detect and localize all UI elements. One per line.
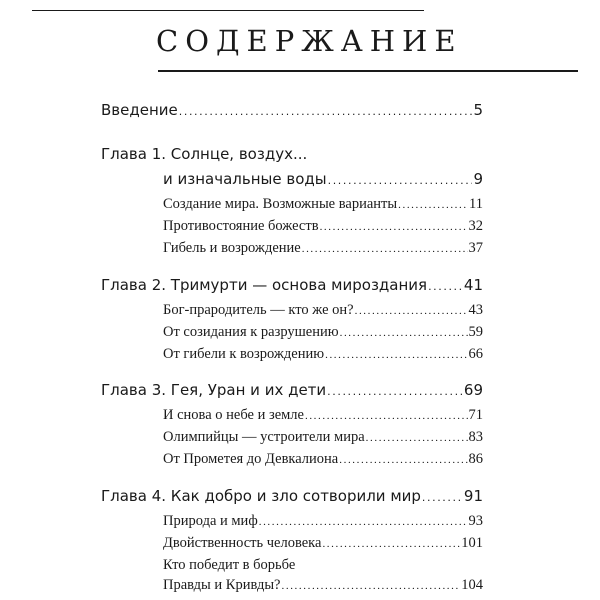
toc-page-number: 86 xyxy=(468,451,483,467)
toc-section-line-1[interactable] xyxy=(163,558,295,573)
dot-leader xyxy=(282,581,461,592)
dot-leader xyxy=(339,455,467,466)
toc-entry-label: Противостояние божеств xyxy=(163,218,319,234)
toc-page-number: 59 xyxy=(468,324,483,340)
toc-chapter-4[interactable] xyxy=(101,489,483,504)
dot-leader xyxy=(366,433,468,444)
toc-entry-label: Природа и миф xyxy=(163,513,258,529)
toc-page-number: 93 xyxy=(468,513,483,529)
toc-entry-intro[interactable] xyxy=(101,103,483,118)
toc-entry-label: От гибели к возрождению xyxy=(163,346,325,362)
toc-page-number: 66 xyxy=(468,346,483,362)
dot-leader xyxy=(340,328,468,339)
toc-entry-label: Бог-прародитель — кто же он? xyxy=(163,302,354,318)
dot-leader xyxy=(259,517,468,528)
toc-entry-label: Глава 1. Солнце, воздух... xyxy=(101,145,308,163)
dot-leader xyxy=(327,386,463,397)
toc-section[interactable] xyxy=(163,347,483,362)
toc-chapter-2[interactable] xyxy=(101,278,483,293)
toc-page-number: 11 xyxy=(469,196,483,212)
toc-entry-label: Введение xyxy=(101,101,178,119)
toc-section[interactable] xyxy=(163,241,483,256)
toc-entry-label: Создание мира. Возможные варианты xyxy=(163,196,398,212)
toc-page-number: 69 xyxy=(463,381,483,399)
dot-leader xyxy=(422,492,463,503)
toc-chapter-1-line-1[interactable] xyxy=(101,147,307,162)
toc-entry-label: От созидания к разрушению xyxy=(163,324,339,340)
toc-section[interactable] xyxy=(163,514,483,529)
toc-section[interactable] xyxy=(163,536,483,551)
toc-entry-label: От Прометея до Девкалиона xyxy=(163,451,339,467)
toc-chapter-3[interactable] xyxy=(101,383,483,398)
toc-entry-label: И снова о небе и земле xyxy=(163,407,304,423)
dot-leader xyxy=(179,106,473,117)
toc-section[interactable] xyxy=(163,303,483,318)
dot-leader xyxy=(428,281,463,292)
toc-page-number: 104 xyxy=(461,577,483,593)
toc-entry-label: Глава 2. Тримурти — основа мироздания xyxy=(101,276,428,294)
toc-page-number: 32 xyxy=(468,218,483,234)
toc-section[interactable] xyxy=(163,325,483,340)
toc-page-number: 91 xyxy=(463,487,483,505)
dot-leader xyxy=(325,350,467,361)
page-title: СОДЕРЖАНИЕ xyxy=(156,24,463,58)
toc-section-line-2[interactable] xyxy=(163,578,483,593)
toc-section[interactable] xyxy=(163,430,483,445)
toc-page-number: 101 xyxy=(461,535,483,551)
dot-leader xyxy=(398,200,468,211)
toc-entry-label: Гибель и возрождение xyxy=(163,240,301,256)
toc-entry-label: Кто победит в борьбе xyxy=(163,557,296,573)
toc-entry-label: и изначальные воды xyxy=(163,170,327,188)
dot-leader xyxy=(355,306,468,317)
toc-page-number: 37 xyxy=(468,240,483,256)
dot-leader xyxy=(328,175,473,186)
toc-page-number: 9 xyxy=(473,170,483,188)
toc-page-number: 5 xyxy=(473,101,483,119)
dot-leader xyxy=(320,222,468,233)
dot-leader xyxy=(322,539,460,550)
toc-section[interactable] xyxy=(163,219,483,234)
toc-section[interactable] xyxy=(163,452,483,467)
toc-page-number: 83 xyxy=(468,429,483,445)
toc-chapter-1-line-2[interactable] xyxy=(163,172,483,187)
toc-section[interactable] xyxy=(163,197,483,212)
toc-entry-label: Двойственность человека xyxy=(163,535,322,551)
toc-entry-label: Глава 3. Гея, Уран и их дети xyxy=(101,381,327,399)
dot-leader xyxy=(305,411,468,422)
toc-page-number: 43 xyxy=(468,302,483,318)
toc-section[interactable] xyxy=(163,408,483,423)
toc-page-number: 71 xyxy=(468,407,483,423)
toc-entry-label: Правды и Кривды? xyxy=(163,577,281,593)
toc-page-number: 41 xyxy=(463,276,483,294)
toc-entry-label: Глава 4. Как добро и зло сотворили мир xyxy=(101,487,421,505)
dot-leader xyxy=(302,244,468,255)
toc-entry-label: Олимпийцы — устроители мира xyxy=(163,429,365,445)
